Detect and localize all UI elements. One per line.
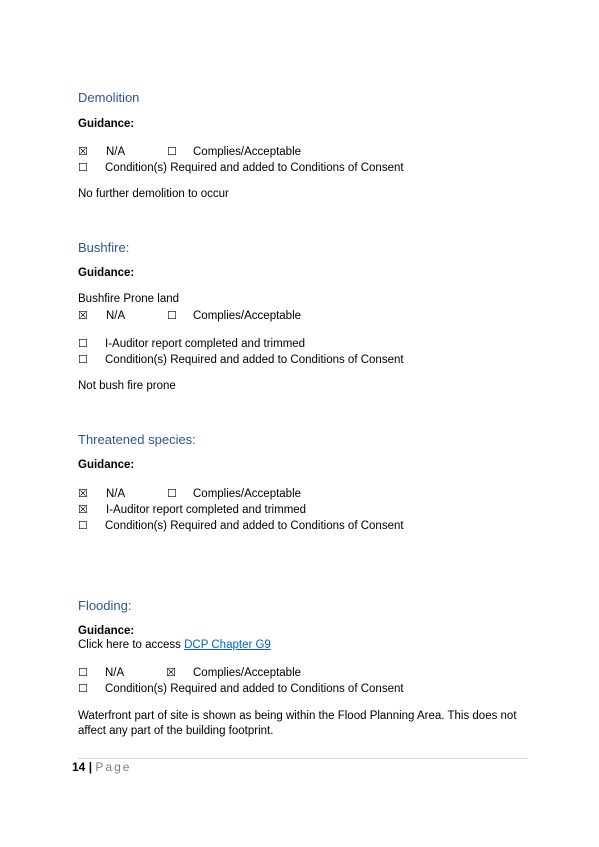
bushfire-auditor-row <box>78 337 478 351</box>
threatened-conditions-checkbox[interactable]: ☐ <box>78 520 88 532</box>
dcp-chapter-g9-link[interactable]: DCP Chapter G9 <box>184 639 271 651</box>
flooding-complies-checkbox[interactable]: ☒ <box>166 667 176 679</box>
demolition-guidance-label: Guidance: <box>78 118 135 130</box>
page-footer <box>72 760 131 774</box>
flooding-guidance-label: Guidance: <box>78 625 135 637</box>
flooding-heading: Flooding: <box>78 598 132 613</box>
demolition-status-row <box>78 145 458 159</box>
bushfire-note: Not bush fire prone <box>78 380 176 392</box>
demolition-na-label: N/A <box>106 146 126 158</box>
threatened-species-heading: Threatened species: <box>78 432 196 447</box>
threatened-complies-checkbox[interactable]: ☐ <box>167 488 177 500</box>
bushfire-conditions-label: Condition(s) Required and added to Conditions of Consent <box>105 354 404 366</box>
demolition-complies-label: Complies/Acceptable <box>193 146 302 158</box>
flooding-complies-label: Complies/Acceptable <box>193 667 302 679</box>
flooding-na-label: N/A <box>105 667 125 679</box>
demolition-conditions-label: Condition(s) Required and added to Conditions of Consent <box>105 162 404 174</box>
threatened-conditions-row <box>78 519 478 533</box>
threatened-complies-label: Complies/Acceptable <box>193 488 302 500</box>
flooding-conditions-checkbox[interactable]: ☐ <box>78 683 88 695</box>
footer-divider <box>78 758 528 759</box>
flooding-status-row <box>78 666 458 680</box>
bushfire-status-row <box>78 309 458 323</box>
bushfire-na-checkbox[interactable]: ☒ <box>78 310 88 322</box>
bushfire-prone-label: Bushfire Prone land <box>78 293 180 305</box>
bushfire-conditions-row <box>78 353 478 367</box>
demolition-conditions-row <box>78 161 478 175</box>
bushfire-auditor-label: I-Auditor report completed and trimmed <box>105 338 306 350</box>
bushfire-auditor-checkbox[interactable]: ☐ <box>78 338 88 350</box>
threatened-na-checkbox[interactable]: ☒ <box>78 488 88 500</box>
flooding-na-checkbox[interactable]: ☐ <box>78 667 88 679</box>
flooding-access-prefix: Click here to access <box>78 639 185 651</box>
bushfire-complies-checkbox[interactable]: ☐ <box>167 310 177 322</box>
demolition-heading: Demolition <box>78 90 140 105</box>
bushfire-na-label: N/A <box>106 310 126 322</box>
page-number: 14 <box>72 760 86 774</box>
bushfire-complies-label: Complies/Acceptable <box>193 310 302 322</box>
demolition-na-checkbox[interactable]: ☒ <box>78 146 88 158</box>
threatened-status-row <box>78 487 458 501</box>
threatened-conditions-label: Condition(s) Required and added to Conditions of Consent <box>105 520 404 532</box>
bushfire-guidance-label: Guidance: <box>78 267 135 279</box>
threatened-auditor-label: I-Auditor report completed and trimmed <box>106 504 307 516</box>
bushfire-heading: Bushfire: <box>78 240 130 255</box>
demolition-complies-checkbox[interactable]: ☐ <box>167 146 177 158</box>
flooding-note: Waterfront part of site is shown as being within the Flood Planning Area. This does not affect any part of the building footprint. <box>78 710 517 737</box>
bushfire-conditions-checkbox[interactable]: ☐ <box>78 354 88 366</box>
page-separator: | <box>85 760 96 774</box>
threatened-auditor-row <box>78 503 478 517</box>
threatened-auditor-checkbox[interactable]: ☒ <box>78 504 88 516</box>
page-label: Page <box>95 760 132 774</box>
flooding-conditions-row <box>78 682 478 696</box>
threatened-na-label: N/A <box>106 488 126 500</box>
demolition-note: No further demolition to occur <box>78 188 229 200</box>
threatened-guidance-label: Guidance: <box>78 459 135 471</box>
flooding-access-line <box>78 639 271 651</box>
demolition-conditions-checkbox[interactable]: ☐ <box>78 162 88 174</box>
flooding-conditions-label: Condition(s) Required and added to Conditions of Consent <box>105 683 404 695</box>
